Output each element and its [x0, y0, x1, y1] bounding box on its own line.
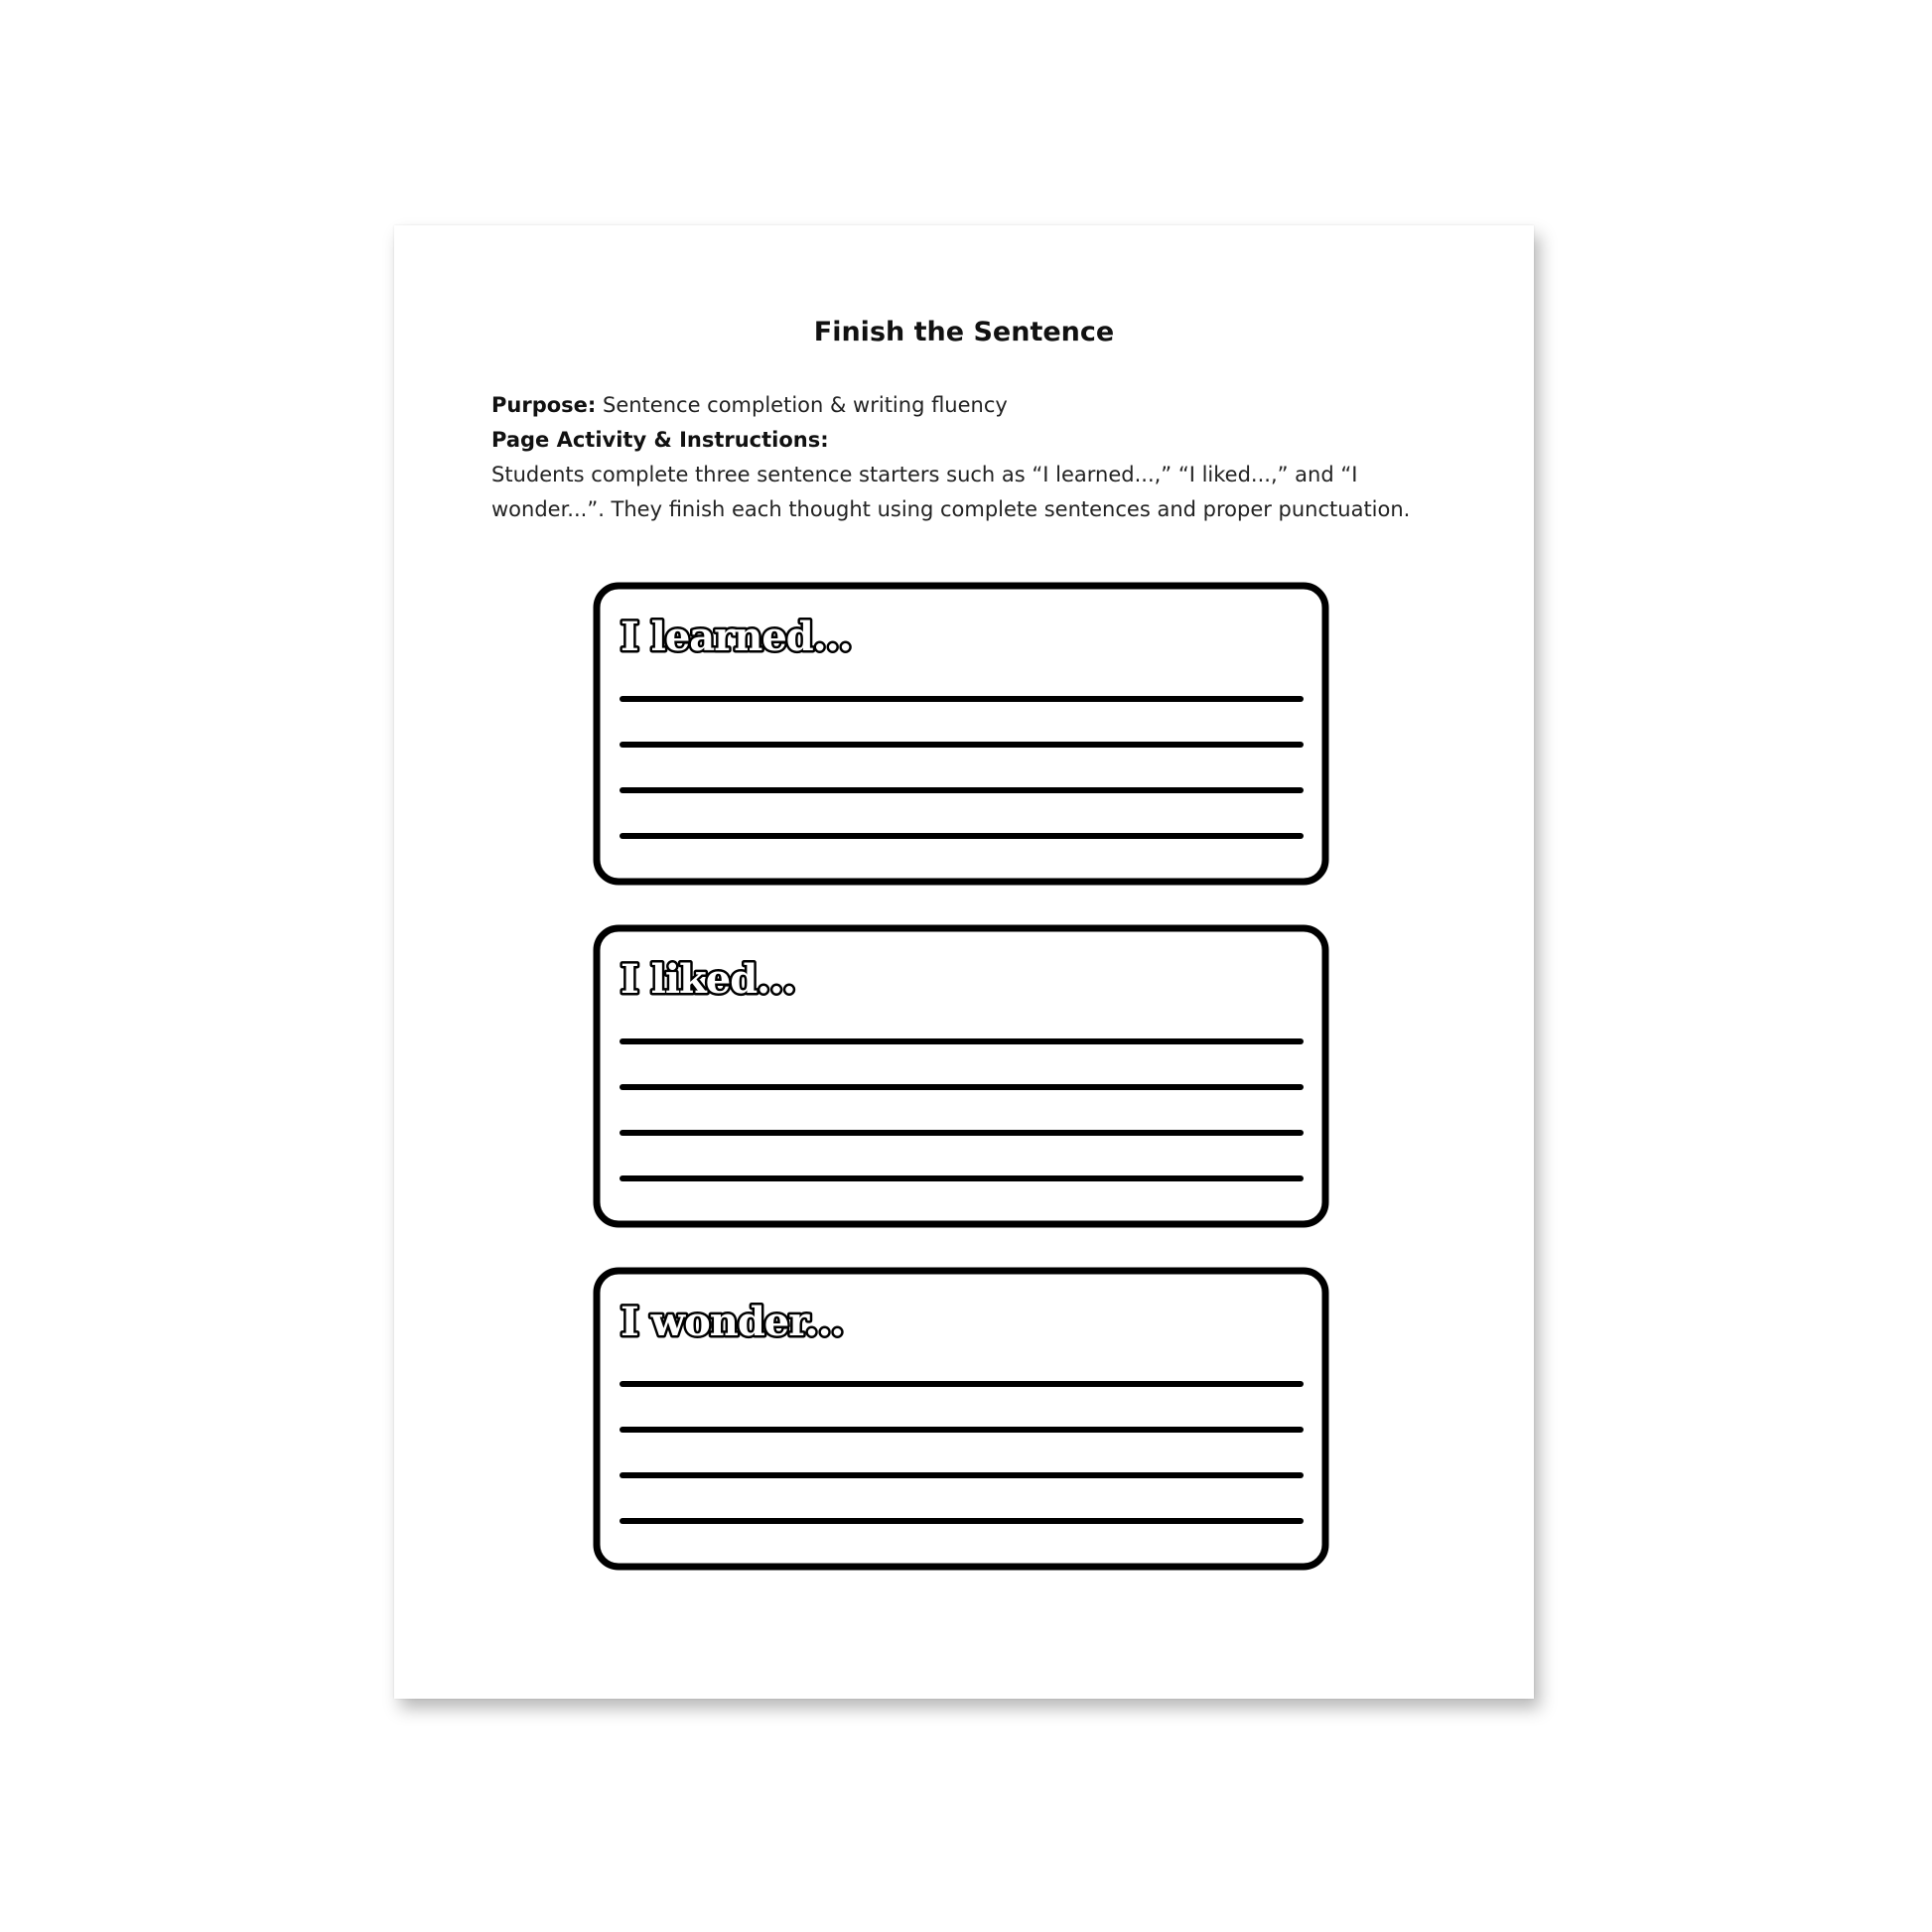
instructions-text: Students complete three sentence starters such as “I learned...,” “I liked...,” and “I wonder...”. They finish each thought using complete sentences and proper punctuation.	[491, 463, 1411, 521]
writing-box-label: I liked...	[621, 956, 795, 1003]
writing-box	[597, 1271, 1325, 1567]
purpose-text: Sentence completion & writing fluency	[603, 393, 1008, 417]
writing-box-label: I wonder...	[621, 1299, 844, 1345]
page-title: Finish the Sentence	[813, 317, 1115, 347]
writing-box	[597, 586, 1325, 882]
activity-label: Page Activity & Instructions:	[491, 428, 829, 452]
worksheet-page	[394, 225, 1534, 1699]
writing-box	[597, 928, 1325, 1224]
purpose-label: Purpose:	[491, 393, 597, 417]
writing-box-label: I learned...	[621, 614, 852, 660]
writing-boxes	[394, 225, 1534, 1699]
